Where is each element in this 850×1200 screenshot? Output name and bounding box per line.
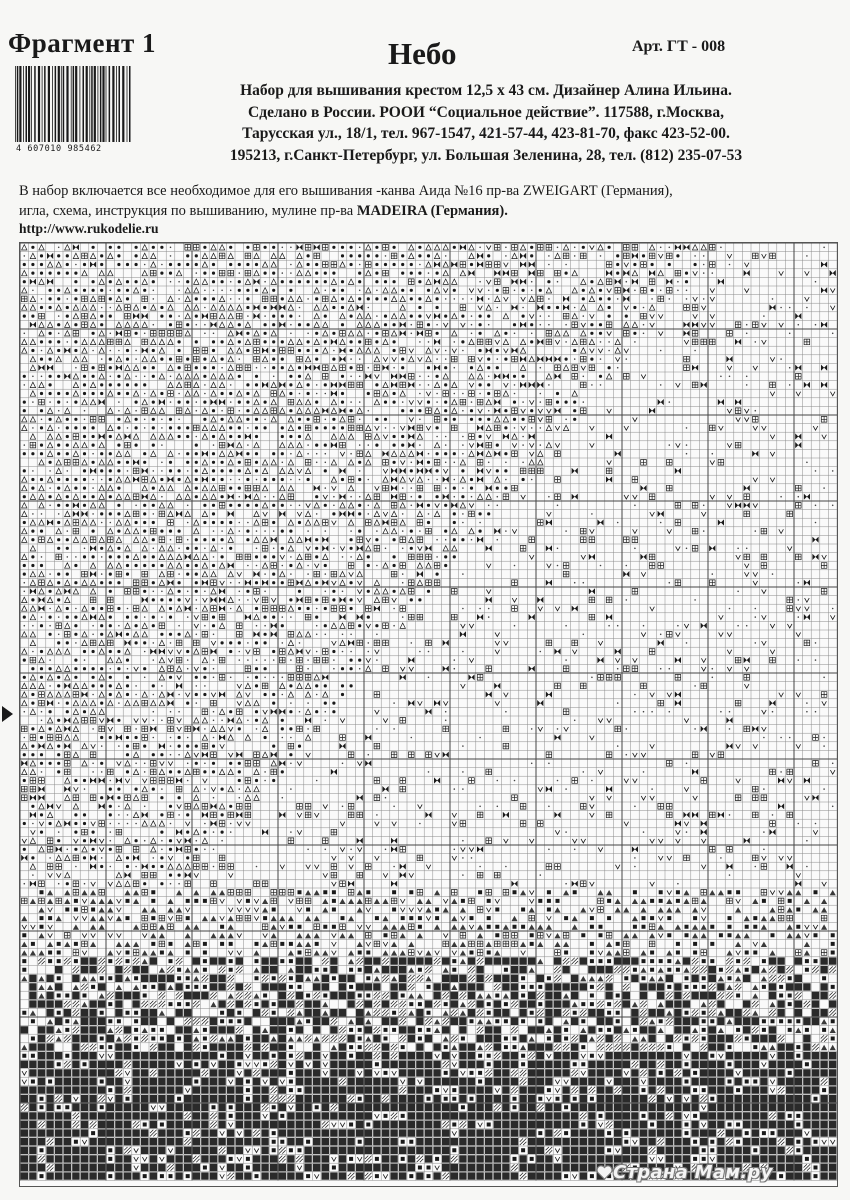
pattern-grid: [20, 243, 837, 1186]
header-line: Тарусская ул., 18/1, тел. 967-1547, 421-57-44, 423-81-70, факс 423-52-00.: [242, 125, 730, 142]
barcode: [14, 66, 132, 152]
dot-symbols: [23, 246, 697, 886]
center-row-marker-icon: [2, 706, 13, 722]
heart-icon: [596, 1165, 613, 1180]
barcode-number: 4 607010 985462: [16, 144, 102, 154]
barcode-bars: [14, 66, 132, 144]
manufacturer-info: [134, 80, 838, 166]
kit-info-line: [19, 202, 839, 222]
article-number: Арт. ГТ - 008: [632, 38, 726, 55]
watermark-text: Страна Мам: [613, 1162, 741, 1183]
header-line: Сделано в России. РООИ “Социальное действие”. 117588, г.Москва,: [248, 103, 724, 121]
kit-info-text: игла, схема, инструкция по вышиванию, мулине пр-ва: [19, 202, 357, 219]
fragment-title: Фрагмент 1: [8, 28, 157, 58]
website-link[interactable]: http://www.rukodelie.ru: [19, 221, 159, 236]
watermark-suffix: .ру: [740, 1162, 773, 1183]
watermark: [596, 1162, 773, 1183]
kit-info-line: В набор включается все необходимое для его вышивания -канва Аида №16 пр-ва ZWEIGART (Германия),: [19, 183, 673, 199]
pattern-title: Небо: [388, 36, 457, 71]
header-line: Набор для вышивания крестом 12,5 x 43 см. Дизайнер Алина Ильина.: [240, 82, 732, 99]
cross-stitch-chart: [19, 242, 838, 1187]
thread-brand: MADEIRA (Германия).: [356, 202, 508, 219]
kit-contents: [19, 182, 839, 221]
header-line: 195213, г.Санкт-Петербург, ул. Большая Зеленина, 28, тел. (812) 235-07-53: [229, 146, 743, 164]
